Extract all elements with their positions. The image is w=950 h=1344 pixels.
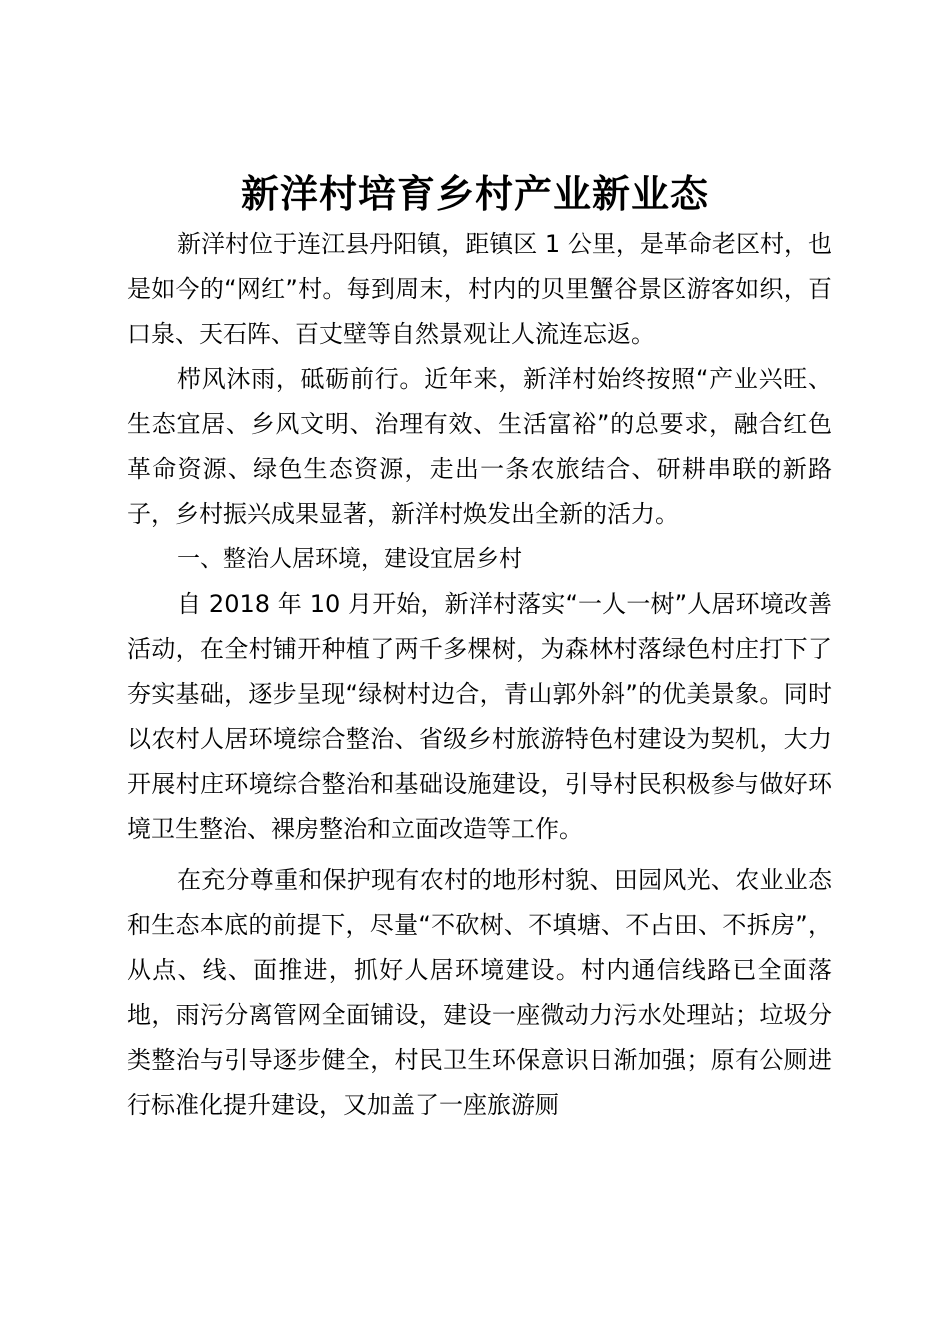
paragraph-infrastructure: 在充分尊重和保护现有农村的地形村貌、田园风光、农业业态和生态本底的前提下，尽量“不砍树、不填塘、不占田、不拆房”，从点、线、面推进，抓好人居环境建设。村内通信线路已全面落地，雨污分离管网全面铺设，建设一座微动力污水处理站；垃圾分类整治与引导逐步健全，村民卫生环保意识日渐加强；原有公厕进行标准化提升建设，又加盖了一座旅游厕 [127,866,832,1119]
section-heading: 一、整治人居环境，建设宜居乡村 [177,546,522,572]
paragraph-intro: 新洋村位于连江县丹阳镇，距镇区 1 公里，是革命老区村，也是如今的“网红”村。每到周末，村内的贝里蟹谷景区游客如织，百口泉、天石阵、百丈壁等自然景观让人流连忘返。 [127,230,832,348]
paragraph-tree-planting: 自 2018 年 10 月开始，新洋村落实“一人一树”人居环境改善活动，在全村铺开种植了两千多棵树，为森林村落绿色村庄打下了夯实基础，逐步呈现“绿树村边合，青山郭外斜”的优美景象。同时以农村人居环境综合整治、省级乡村旅游特色村建设为契机，大力开展村庄环境综合整治和基础设施建设，引导村民积极参与做好环境卫生整治、裸房整治和立面改造等工作。 [127,590,832,843]
document-body [127,222,832,1128]
paragraph-development: 栉风沐雨，砥砺前行。近年来，新洋村始终按照“产业兴旺、生态宜居、乡风文明、治理有效、生活富裕”的总要求，融合红色革命资源、绿色生态资源，走出一条农旅结合、研耕串联的新路子，乡村振兴成果显著，新洋村焕发出全新的活力。 [127,365,832,528]
document-title: 新洋村培育乡村产业新业态 [240,171,709,216]
